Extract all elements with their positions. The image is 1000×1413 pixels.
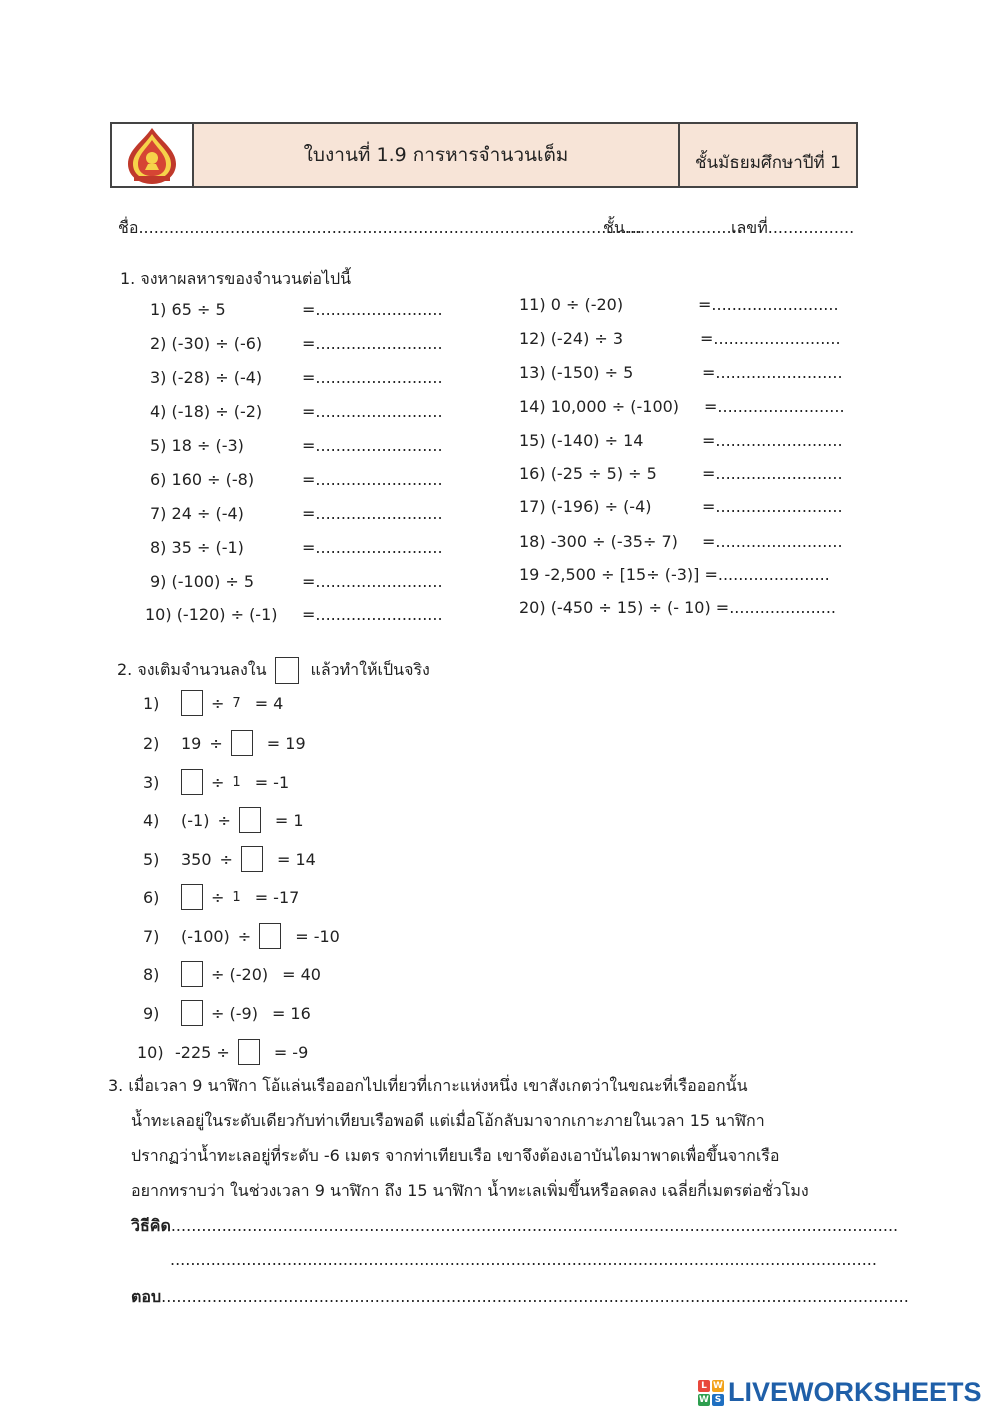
item-number: 2) [143,733,160,753]
fill-box-item [143,961,321,987]
class-field[interactable]: ชั้น....................... [603,218,742,237]
divide-sign: ÷ [211,772,225,792]
answer-blank[interactable]: =......................... [700,329,841,348]
answer-box[interactable] [231,730,253,756]
item-number: 3) [143,772,160,792]
answer-row[interactable] [131,1285,909,1310]
fill-box-item [143,690,283,716]
section1-title: 1. จงหาผลหารของจำนวนต่อไปนี้ [120,269,352,288]
result: = 1 [274,810,304,830]
result: = 19 [266,733,306,753]
answer-box[interactable] [181,884,203,910]
liveworksheets-mark-icon: L W W S [699,1380,723,1405]
divide-sign: ÷ [211,693,225,713]
fill-box-item [143,846,316,872]
divisor: 1 [232,889,241,905]
division-question: 19 -2,500 ÷ [15÷ (-3)] =...................... [519,565,830,584]
result: = 40 [282,964,321,984]
division-question: 4) (-18) ÷ (-2) [150,402,263,421]
answer-blank[interactable]: =......................... [302,402,443,421]
divisor: 7 [232,695,241,711]
method-answer-line-2[interactable]: ........................................................................................................................................... [170,1250,877,1269]
answer-blank[interactable]: =......................... [702,464,843,483]
answer-blank[interactable]: =......................... [702,363,843,382]
school-emblem-icon [112,124,192,186]
problem-line-1: 3. เมื่อเวลา 9 นาฬิกา โอ้แล่นเรือออกไปเที่ยวที่เกาะแห่งหนึ่ง เขาสังเกตว่าในขณะที่เรือออกนั้น [108,1076,748,1095]
fill-box-item [143,807,304,833]
problem-line-4: อยากทราบว่า ในช่วงเวลา 9 นาฬิกา ถึง 15 นาฬิกา น้ำทะเลเพิ่มขึ้นหรือลดลง เฉลี่ยกี่เมตรต่อชั่วโมง [131,1181,809,1200]
division-question: 3) (-28) ÷ (-4) [150,368,263,387]
division-question: 20) (-450 ÷ 15) ÷ (- 10) =..................... [519,598,836,617]
division-question: 8) 35 ÷ (-1) [150,538,244,557]
liveworksheets-wordmark: LIVEWORKSHEETS [728,1377,982,1407]
division-question: 9) (-100) ÷ 5 [150,572,255,591]
answer-blank[interactable]: =......................... [302,436,443,455]
answer-blank[interactable]: =......................... [302,572,443,591]
answer-label: ตอบ [131,1287,162,1306]
problem-line-2: น้ำทะเลอยู่ในระดับเดียวกับท่าเทียบเรือพอดี แต่เมื่อโอ้กลับมาจากเกาะภายในเวลา 15 นาฬิกา [131,1111,765,1130]
divide-sign: ÷ (-20) [211,964,269,984]
division-question: 6) 160 ÷ (-8) [150,470,255,489]
division-question: 2) (-30) ÷ (-6) [150,334,263,353]
result: = -10 [295,926,340,946]
answer-box[interactable] [239,807,261,833]
division-question: 18) -300 ÷ (-35÷ 7) [519,532,678,551]
number-field[interactable]: เลขที่................. [731,218,855,237]
division-question: 12) (-24) ÷ 3 [519,329,624,348]
answer-blank[interactable]: =......................... [302,334,443,353]
division-question: 7) 24 ÷ (-4) [150,504,244,523]
item-number: 5) [143,849,160,869]
answer-box[interactable] [181,769,203,795]
method-label: วิธีคิด [131,1216,171,1235]
fill-box-item [143,1000,311,1026]
result: = -1 [254,772,290,792]
dividend: 350 [181,849,212,869]
section2-title-post: แล้วทำให้เป็นจริง [310,660,430,679]
divide-sign: ÷ [209,733,223,753]
dividend: -225 ÷ [175,1042,230,1062]
result: = -9 [273,1042,309,1062]
divide-sign: ÷ [217,810,231,830]
item-number: 6) [143,887,160,907]
answer-box[interactable] [181,690,203,716]
division-question: 13) (-150) ÷ 5 [519,363,634,382]
item-number: 9) [143,1003,160,1023]
divide-sign: ÷ [219,849,233,869]
answer-blank[interactable]: =......................... [704,397,845,416]
answer-blank[interactable]: =......................... [302,538,443,557]
answer-blank[interactable]: =......................... [698,295,839,314]
sample-box-icon [275,657,299,684]
section2-title [117,657,430,684]
answer-blank[interactable]: =......................... [702,431,843,450]
dividend: (-1) [181,810,210,830]
divide-sign: ÷ [211,887,225,907]
division-question: 11) 0 ÷ (-20) [519,295,624,314]
item-number: 7) [143,926,160,946]
division-question: 16) (-25 ÷ 5) ÷ 5 [519,464,657,483]
answer-blank[interactable]: =......................... [702,497,843,516]
dividend: (-100) [181,926,230,946]
answer-blank[interactable]: =......................... [302,470,443,489]
item-number: 4) [143,810,160,830]
answer-box[interactable] [181,1000,203,1026]
item-number: 10) [137,1042,164,1062]
fill-box-item [143,884,299,910]
name-field[interactable]: ชื่อ................................................................................................... [118,218,642,237]
grade-level: ชั้นมัธยมศึกษาปีที่ 1 [695,153,841,173]
division-question: 14) 10,000 ÷ (-100) [519,397,680,416]
worksheet-header [110,122,858,188]
fill-box-item [137,1039,308,1065]
answer-blank[interactable]: =......................... [302,605,443,624]
divide-sign: ÷ [237,926,252,946]
final-answer-line[interactable]: ................................................................................................................................................... [161,1287,909,1306]
result: = -17 [254,887,300,907]
section2-title-pre: 2. จงเติมจำนวนลงใน [117,660,267,679]
answer-blank[interactable]: =......................... [302,504,443,523]
fill-box-item [143,769,289,795]
item-number: 1) [143,693,160,713]
method-answer-line[interactable]: ............................................................................................................................................... [170,1216,899,1235]
item-number: 8) [143,964,160,984]
answer-blank[interactable]: =......................... [702,532,843,551]
answer-box[interactable] [238,1039,260,1065]
division-question: 15) (-140) ÷ 14 [519,431,644,450]
answer-blank[interactable]: =......................... [302,368,443,387]
method-row[interactable] [131,1214,898,1239]
answer-box[interactable] [259,923,281,949]
division-question: 10) (-120) ÷ (-1) [145,605,278,624]
fill-box-item [143,923,340,949]
answer-box[interactable] [241,846,263,872]
division-question: 5) 18 ÷ (-3) [150,436,244,455]
result: = 16 [271,1003,311,1023]
division-question: 1) 65 ÷ 5 [150,300,226,319]
liveworksheets-logo [698,1377,982,1408]
result: = 14 [276,849,316,869]
worksheet-title: ใบงานที่ 1.9 การหารจำนวนเต็ม [194,124,680,186]
answer-blank[interactable]: =......................... [302,300,443,319]
result: = 4 [254,693,284,713]
fill-box-item [143,730,306,756]
problem-line-3: ปรากฏว่าน้ำทะเลอยู่ที่ระดับ -6 เมตร จากท่าเทียบเรือ เขาจึงต้องเอาบันไดมาพาดเพื่อขึ้นจากเรือ [131,1146,780,1165]
answer-box[interactable] [181,961,203,987]
school-logo [112,124,194,186]
divide-sign: ÷ (-9) [211,1003,258,1023]
dividend: 19 [181,733,202,753]
divisor: 1 [232,774,241,790]
division-question: 17) (-196) ÷ (-4) [519,497,652,516]
